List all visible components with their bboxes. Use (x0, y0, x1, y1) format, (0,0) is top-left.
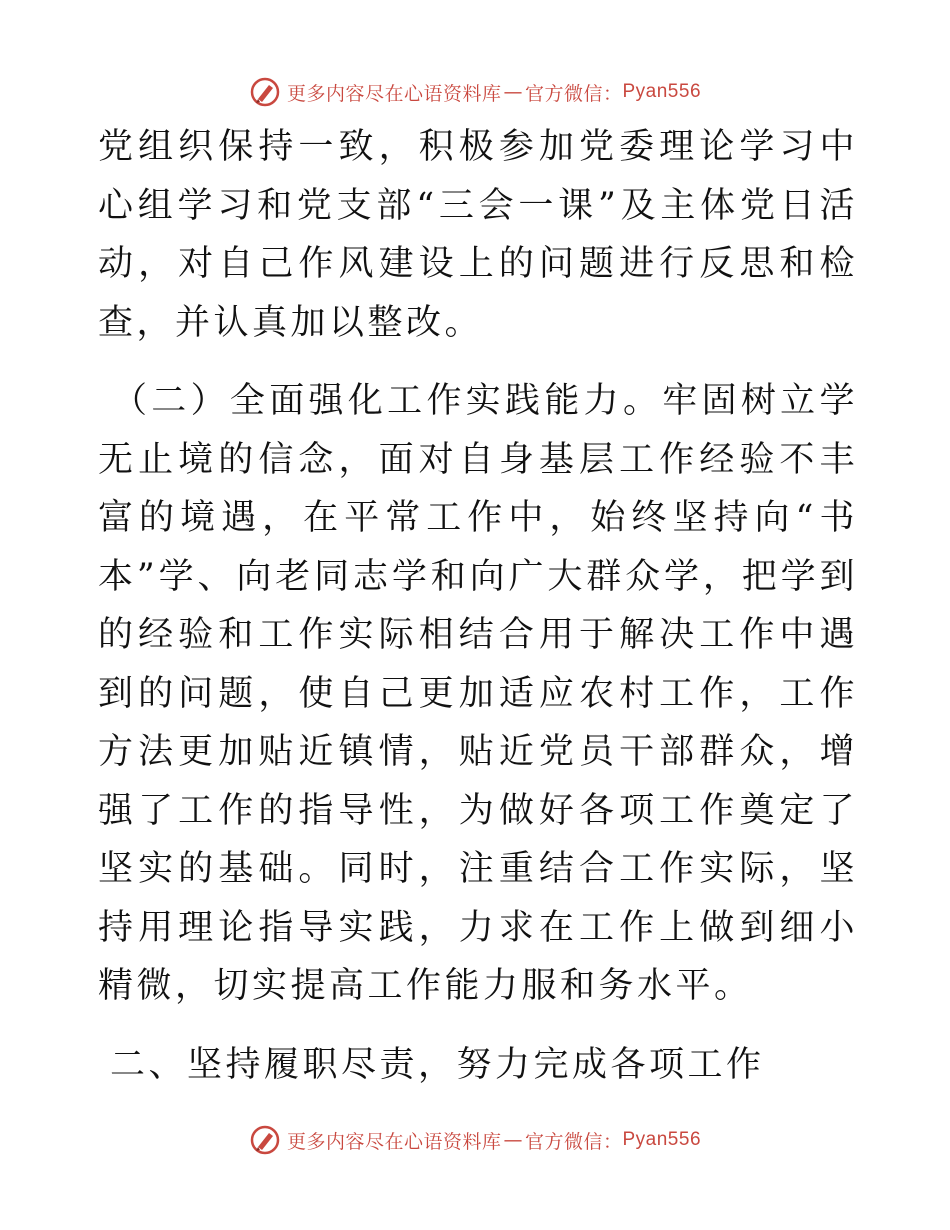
paragraph-2: （二）全面强化工作实践能力。牢固树立学无止境的信念，面对自身基层工作经验不丰富的境遇，在平常工作中，始终坚持向“书本”学、向老同志学和向广大群众学，把学到的经验和工作实际相结合用于解决工作中遇到的问题，使自己更加适应农村工作，工作方法更加贴近镇情，贴近党员干部群众，增强了工作的指导性，为做好各项工作奠定了坚实的基础。同时，注重结合工作实际，坚持用理论指导实践，力求在工作上做到细小精微，切实提高工作能力服和务水平。 (98, 381, 858, 1006)
watermark-site-text: 更多内容尽在心语资料库 (286, 1130, 502, 1153)
section-heading: 二、坚持履职尽责，努力完成各项工作 (110, 1044, 765, 1085)
watermark-wechat-label: 官方微信： (524, 1130, 623, 1153)
watermark-wechat-id: Pyan556 (622, 1129, 702, 1150)
watermark-wechat-id: Pyan556 (622, 81, 702, 102)
watermark-wechat-label: 官方微信： (524, 82, 623, 105)
header-watermark (0, 72, 950, 112)
document-body (98, 118, 858, 1094)
paragraph-1: 党组织保持一致，积极参加党委理论学习中心组学习和党支部“三会一课”及主体党日活动，对自己作风建设上的问题进行反思和检查，并认真加以整改。 (98, 127, 858, 343)
pen-circle-logo-icon (249, 76, 281, 108)
watermark-site-text: 更多内容尽在心语资料库 (286, 82, 502, 105)
footer-watermark (0, 1120, 950, 1160)
watermark-dash: — (503, 1129, 523, 1151)
pen-circle-logo-icon (249, 1124, 281, 1156)
watermark-dash: — (503, 81, 523, 103)
